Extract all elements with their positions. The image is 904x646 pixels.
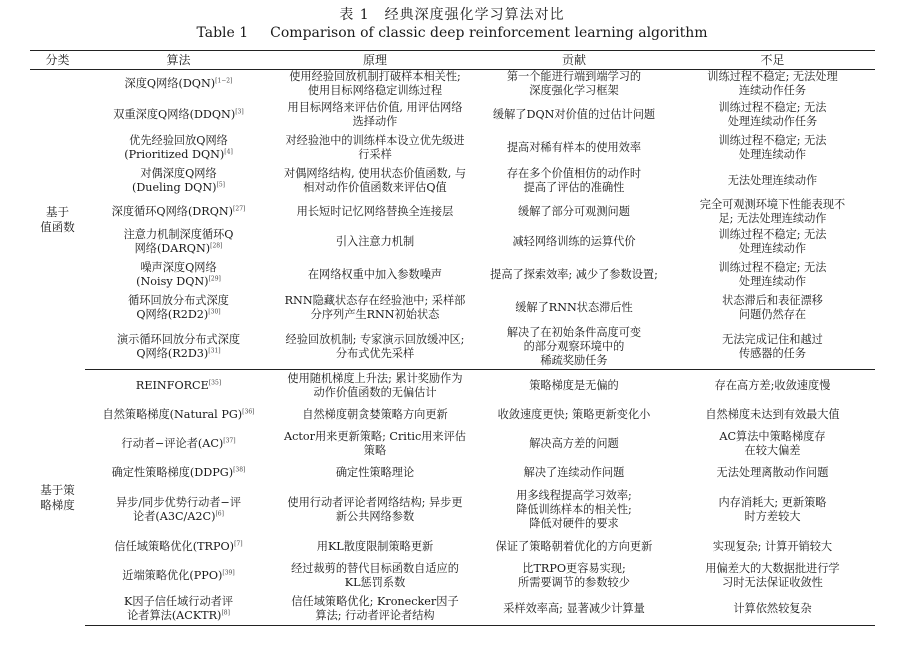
principle-line: 自然梯度朝贪婪策略方向更新 <box>302 408 448 421</box>
table-row <box>30 486 875 535</box>
algorithm-cell <box>85 259 272 292</box>
shortcoming-line: 无法处理连续动作 <box>727 174 818 187</box>
contribution-line: 第一个能进行端到端学习的 <box>506 70 642 84</box>
algorithm-line <box>87 205 270 219</box>
table-row <box>30 535 875 560</box>
principle-line: 在网络权重中加入参数噪声 <box>307 268 443 281</box>
contribution-line: 减轻网络训练的运算代价 <box>512 235 636 248</box>
reference-mark: [36] <box>242 408 255 416</box>
shortcoming-line: 处理连续动作 <box>738 148 807 161</box>
principle-line: 使用随机梯度上升法; 累计奖励作为 <box>287 372 463 386</box>
principle-line: 对经验池中的训练样本设立优先级进 <box>285 134 465 147</box>
shortcoming-line: 时方差较大 <box>744 510 801 523</box>
contribution-line: 所需要调节的参数较少 <box>518 576 630 589</box>
algorithm-line <box>87 108 270 122</box>
contribution-line: 缓解了部分可观测问题 <box>518 204 630 218</box>
algorithm-name: Q网络(R2D2) <box>136 308 209 321</box>
algorithm-name: (Prioritized DQN) <box>124 148 225 161</box>
principle-cell <box>272 535 478 560</box>
header-principle: 原理 <box>272 51 478 70</box>
contribution-cell <box>478 370 670 403</box>
reference-mark: [7] <box>234 540 243 548</box>
shortcoming-line: 足; 无法处理连续动作 <box>718 211 827 225</box>
shortcoming-cell <box>670 292 875 325</box>
algorithm-line <box>87 294 270 308</box>
shortcoming-line: 无法处理离散动作问题 <box>716 466 829 479</box>
contribution-cell <box>478 132 670 165</box>
category-line: 略梯度 <box>40 497 75 512</box>
reference-mark: [38] <box>233 466 246 474</box>
shortcoming-cell <box>670 461 875 486</box>
algorithm-line <box>87 181 270 195</box>
contribution-line: 降低对硬件的要求 <box>529 517 619 530</box>
shortcoming-cell <box>670 70 875 99</box>
principle-cell <box>272 486 478 535</box>
principle-cell <box>272 403 478 428</box>
principle-line: 信任域策略优化; Kronecker因子 <box>291 594 459 608</box>
principle-line: 使用行动者评论者网络结构; 异步更 <box>287 496 463 509</box>
contribution-cell <box>478 535 670 560</box>
principle-cell <box>272 560 478 593</box>
algorithm-name: REINFORCE <box>135 379 209 393</box>
shortcoming-line: 实现复杂; 计算开销较大 <box>712 540 833 553</box>
header-category: 分类 <box>30 51 85 70</box>
principle-line: 相对动作价值函数来评估Q值 <box>303 181 447 194</box>
contribution-line: 收敛速度更快; 策略更新变化小 <box>497 408 651 421</box>
table-row <box>30 370 875 403</box>
table-row <box>30 70 875 99</box>
shortcoming-cell <box>670 226 875 259</box>
contribution-line: 缓解了RNN状态滞后性 <box>515 301 633 314</box>
header-shortcoming: 不足 <box>670 51 875 70</box>
principle-cell <box>272 226 478 259</box>
algorithm-cell <box>85 593 272 626</box>
shortcoming-line: 用偏差大的大数据批进行学 <box>705 562 840 575</box>
table-row <box>30 325 875 370</box>
shortcoming-cell <box>670 165 875 198</box>
principle-cell <box>272 259 478 292</box>
contribution-cell <box>478 259 670 292</box>
algorithm-name: 行动者−评论者(AC) <box>121 437 224 450</box>
shortcoming-line: 连续动作任务 <box>738 84 807 98</box>
principle-line: 确定性策略理论 <box>335 466 415 479</box>
category-line: 基于策 <box>40 482 75 497</box>
shortcoming-cell <box>670 403 875 428</box>
algorithm-line <box>87 379 270 393</box>
algorithm-cell <box>85 560 272 593</box>
principle-cell <box>272 198 478 226</box>
reference-mark: [4] <box>224 148 233 156</box>
principle-line: Actor用来更新策略; Critic用来评估 <box>284 430 466 443</box>
table-row <box>30 593 875 626</box>
contribution-line: 解决了在初始条件高度可变 <box>506 325 642 339</box>
algorithm-name: 深度Q网络(DQN) <box>124 77 216 91</box>
shortcoming-cell <box>670 535 875 560</box>
algorithm-name: 论者(A3C/A2C) <box>133 510 216 523</box>
principle-line: 使用经验回放机制打破样本相关性; <box>289 70 461 84</box>
principle-line: 使用目标网络稳定训练过程 <box>307 84 443 98</box>
shortcoming-line: 传感器的任务 <box>738 346 807 360</box>
algorithm-name: 自然策略梯度(Natural PG) <box>102 408 243 421</box>
principle-line: 分布式优先采样 <box>335 346 415 360</box>
contribution-cell <box>478 593 670 626</box>
contribution-line: 提高了评估的准确性 <box>523 181 625 194</box>
principle-cell <box>272 132 478 165</box>
principle-cell <box>272 428 478 461</box>
table-caption-en <box>0 25 904 41</box>
algorithm-line <box>87 540 270 554</box>
principle-cell <box>272 165 478 198</box>
contribution-line: 解决高方差的问题 <box>529 437 619 450</box>
shortcoming-cell <box>670 259 875 292</box>
shortcoming-line: 状态滞后和表征漂移 <box>722 294 823 307</box>
algorithm-name: 深度循环Q网络(DRQN) <box>111 204 234 218</box>
principle-line: KL惩罚系数 <box>344 576 406 589</box>
shortcoming-cell <box>670 325 875 370</box>
reference-mark: [1−2] <box>215 77 233 85</box>
shortcoming-line: 自然梯度未达到有效最大值 <box>705 408 840 421</box>
algorithm-cell <box>85 99 272 132</box>
contribution-line: 稀疏奖励任务 <box>540 353 608 367</box>
contribution-line: 缓解了DQN对价值的过估计问题 <box>492 108 656 121</box>
principle-cell <box>272 461 478 486</box>
reference-mark: [6] <box>215 510 224 518</box>
contribution-line: 用多线程提高学习效率; <box>516 489 632 502</box>
reference-mark: [27] <box>233 204 246 212</box>
reference-mark: [31] <box>208 347 221 355</box>
contribution-cell <box>478 70 670 99</box>
algorithm-name: 循环回放分布式深度 <box>128 294 229 307</box>
contribution-cell <box>478 99 670 132</box>
contribution-cell <box>478 428 670 461</box>
algorithm-cell <box>85 70 272 99</box>
principle-line: 用KL散度限制策略更新 <box>316 540 434 553</box>
algorithm-name: 注意力机制深度循环Q <box>123 228 234 241</box>
algorithm-name: 异步/同步优势行动者−评 <box>115 496 242 509</box>
principle-cell <box>272 593 478 626</box>
contribution-cell <box>478 292 670 325</box>
shortcoming-line: 训练过程不稳定; 无法 <box>718 228 827 241</box>
shortcoming-line: 内存消耗大; 更新策略 <box>718 496 827 509</box>
principle-line: 用长短时记忆网络替换全连接层 <box>296 204 454 218</box>
table-row <box>30 198 875 226</box>
shortcoming-line: 处理连续动作 <box>738 275 807 288</box>
algorithm-line <box>87 510 270 524</box>
reference-mark: [37] <box>223 437 236 445</box>
algorithm-line <box>87 595 270 609</box>
header-row <box>30 51 875 70</box>
contribution-cell <box>478 325 670 370</box>
algorithm-cell <box>85 292 272 325</box>
table-row <box>30 165 875 198</box>
header-algorithm: 算法 <box>85 51 272 70</box>
algorithm-line <box>87 308 270 322</box>
table-row <box>30 461 875 486</box>
shortcoming-line: 处理连续动作 <box>738 242 807 255</box>
algorithm-name: 网络(DARQN) <box>134 242 211 255</box>
algorithm-name: 对偶深度Q网络 <box>140 167 217 180</box>
reference-mark: [8] <box>221 609 230 617</box>
shortcoming-line: 训练过程不稳定; 无法 <box>718 261 827 274</box>
principle-line: 算法; 行动者评论者结构 <box>315 608 435 622</box>
shortcoming-cell <box>670 99 875 132</box>
contribution-cell <box>478 403 670 428</box>
algorithm-line <box>87 437 270 451</box>
algorithm-line <box>87 167 270 181</box>
principle-cell <box>272 99 478 132</box>
shortcoming-line: AC算法中策略梯度存 <box>719 430 826 443</box>
reference-mark: [3] <box>235 108 244 116</box>
algorithm-name: 论者算法(ACKTR) <box>127 608 222 622</box>
contribution-cell <box>478 165 670 198</box>
shortcoming-line: 训练过程不稳定; 无法处理 <box>707 70 838 84</box>
shortcoming-line: 处理连续动作任务 <box>727 115 818 128</box>
shortcoming-line: 完全可观测环境下性能表现不 <box>699 197 846 211</box>
shortcoming-line: 存在高方差;收敛速度慢 <box>714 379 831 393</box>
principle-line: 分序列产生RNN初始状态 <box>310 308 440 321</box>
principle-line: 新公共网络参数 <box>335 510 415 523</box>
contribution-line: 深度强化学习框架 <box>529 84 619 98</box>
contribution-line: 的部分观察环境中的 <box>523 339 625 353</box>
principle-line: 引入注意力机制 <box>335 235 415 248</box>
principle-line: RNN隐藏状态存在经验池中; 采样部 <box>284 294 466 307</box>
algorithm-line <box>87 148 270 162</box>
contribution-cell <box>478 461 670 486</box>
shortcoming-line: 习时无法保证收敛性 <box>722 576 823 589</box>
contribution-line: 提高对稀有样本的使用效率 <box>506 141 642 154</box>
table-row <box>30 259 875 292</box>
reference-mark: [28] <box>210 242 223 250</box>
shortcoming-cell <box>670 560 875 593</box>
algorithm-name: 确定性策略梯度(DDPG) <box>111 466 234 479</box>
table-row <box>30 292 875 325</box>
algorithm-line <box>87 228 270 242</box>
contribution-cell <box>478 198 670 226</box>
table-title-en: Comparison of classic deep reinforcement learning algorithm <box>270 25 708 41</box>
principle-cell <box>272 325 478 370</box>
header-contribution: 贡献 <box>478 51 670 70</box>
table-row <box>30 403 875 428</box>
algorithm-name: 优先经验回放Q网络 <box>129 134 228 147</box>
contribution-line: 保证了策略朝着优化的方向更新 <box>495 540 653 553</box>
principle-line: 选择动作 <box>352 115 398 128</box>
table-caption-cn: 表 1 经典深度强化学习算法对比 <box>339 7 565 23</box>
algorithm-line <box>87 333 270 347</box>
reference-mark: [5] <box>216 181 226 189</box>
comparison-table <box>30 50 875 626</box>
principle-cell <box>272 370 478 403</box>
shortcoming-line: 在较大偏差 <box>744 444 801 457</box>
shortcoming-line: 计算依然较复杂 <box>733 601 812 615</box>
algorithm-name: (Noisy DQN) <box>136 275 209 288</box>
algorithm-line <box>87 496 270 510</box>
contribution-line: 策略梯度是无偏的 <box>529 379 619 393</box>
algorithm-line <box>87 77 270 91</box>
algorithm-name: (Dueling DQN) <box>131 181 217 194</box>
principle-line: 经验回放机制; 专家演示回放缓冲区; <box>285 332 465 346</box>
table-row <box>30 132 875 165</box>
algorithm-line <box>87 347 270 361</box>
algorithm-line <box>87 134 270 148</box>
shortcoming-cell <box>670 198 875 226</box>
algorithm-line <box>87 466 270 480</box>
table-body <box>30 70 875 626</box>
shortcoming-line: 训练过程不稳定; 无法 <box>718 134 827 147</box>
algorithm-line <box>87 275 270 289</box>
contribution-line: 采样效率高; 显著减少计算量 <box>503 601 645 615</box>
algorithm-cell <box>85 403 272 428</box>
shortcoming-cell <box>670 593 875 626</box>
contribution-line: 比TRPO更容易实现; <box>522 562 626 575</box>
table-row <box>30 99 875 132</box>
contribution-cell <box>478 486 670 535</box>
shortcoming-line: 问题仍然存在 <box>738 308 807 321</box>
algorithm-cell <box>85 428 272 461</box>
shortcoming-cell <box>670 486 875 535</box>
contribution-cell <box>478 226 670 259</box>
algorithm-name: K因子信任域行动者评 <box>123 594 234 608</box>
principle-line: 行采样 <box>358 148 392 161</box>
reference-mark: [29] <box>208 275 221 283</box>
contribution-line: 解决了连续动作问题 <box>523 466 625 479</box>
algorithm-cell <box>85 132 272 165</box>
principle-line: 对偶网络结构, 使用状态价值函数, 与 <box>283 167 467 180</box>
algorithm-name: 双重深度Q网络(DDQN) <box>113 108 236 121</box>
reference-mark: [35] <box>208 379 222 387</box>
algorithm-line <box>87 408 270 422</box>
shortcoming-line: 无法完成记住和越过 <box>722 332 823 346</box>
table-number: Table 1 <box>196 25 249 41</box>
algorithm-line <box>87 609 270 623</box>
principle-line: 经过裁剪的替代目标函数自适应的 <box>291 562 459 575</box>
principle-line: 用目标网络来评估价值, 用评估网络 <box>287 101 463 114</box>
principle-cell <box>272 70 478 99</box>
category-line: 基于 <box>46 204 69 219</box>
shortcoming-cell <box>670 428 875 461</box>
reference-mark: [39] <box>222 569 235 577</box>
reference-mark: [30] <box>208 308 221 316</box>
algorithm-name: 演示循环回放分布式深度 <box>116 332 241 346</box>
table-row <box>30 560 875 593</box>
algorithm-cell <box>85 486 272 535</box>
principle-line: 策略 <box>363 444 387 457</box>
contribution-cell <box>478 560 670 593</box>
algorithm-cell <box>85 325 272 370</box>
contribution-line: 提高了探索效率; 减少了参数设置; <box>490 268 658 281</box>
category-cell <box>30 370 85 626</box>
algorithm-cell <box>85 198 272 226</box>
algorithm-cell <box>85 461 272 486</box>
contribution-line: 降低训练样本的相关性; <box>516 503 632 516</box>
algorithm-line <box>87 242 270 256</box>
algorithm-cell <box>85 165 272 198</box>
algorithm-name: 噪声深度Q网络 <box>140 261 217 274</box>
algorithm-line <box>87 261 270 275</box>
algorithm-cell <box>85 370 272 403</box>
algorithm-line <box>87 569 270 583</box>
contribution-line: 存在多个价值相仿的动作时 <box>506 167 642 180</box>
shortcoming-cell <box>670 132 875 165</box>
table-row <box>30 428 875 461</box>
table-row <box>30 226 875 259</box>
category-cell <box>30 70 85 370</box>
algorithm-cell <box>85 226 272 259</box>
principle-line: 动作价值函数的无偏估计 <box>313 386 437 400</box>
algorithm-name: 近端策略优化(PPO) <box>122 569 223 582</box>
shortcoming-cell <box>670 370 875 403</box>
principle-cell <box>272 292 478 325</box>
algorithm-name: 信任域策略优化(TRPO) <box>114 540 235 553</box>
algorithm-cell <box>85 535 272 560</box>
shortcoming-line: 训练过程不稳定; 无法 <box>718 101 827 114</box>
category-line: 值函数 <box>40 219 75 234</box>
algorithm-name: Q网络(R2D3) <box>136 346 209 360</box>
